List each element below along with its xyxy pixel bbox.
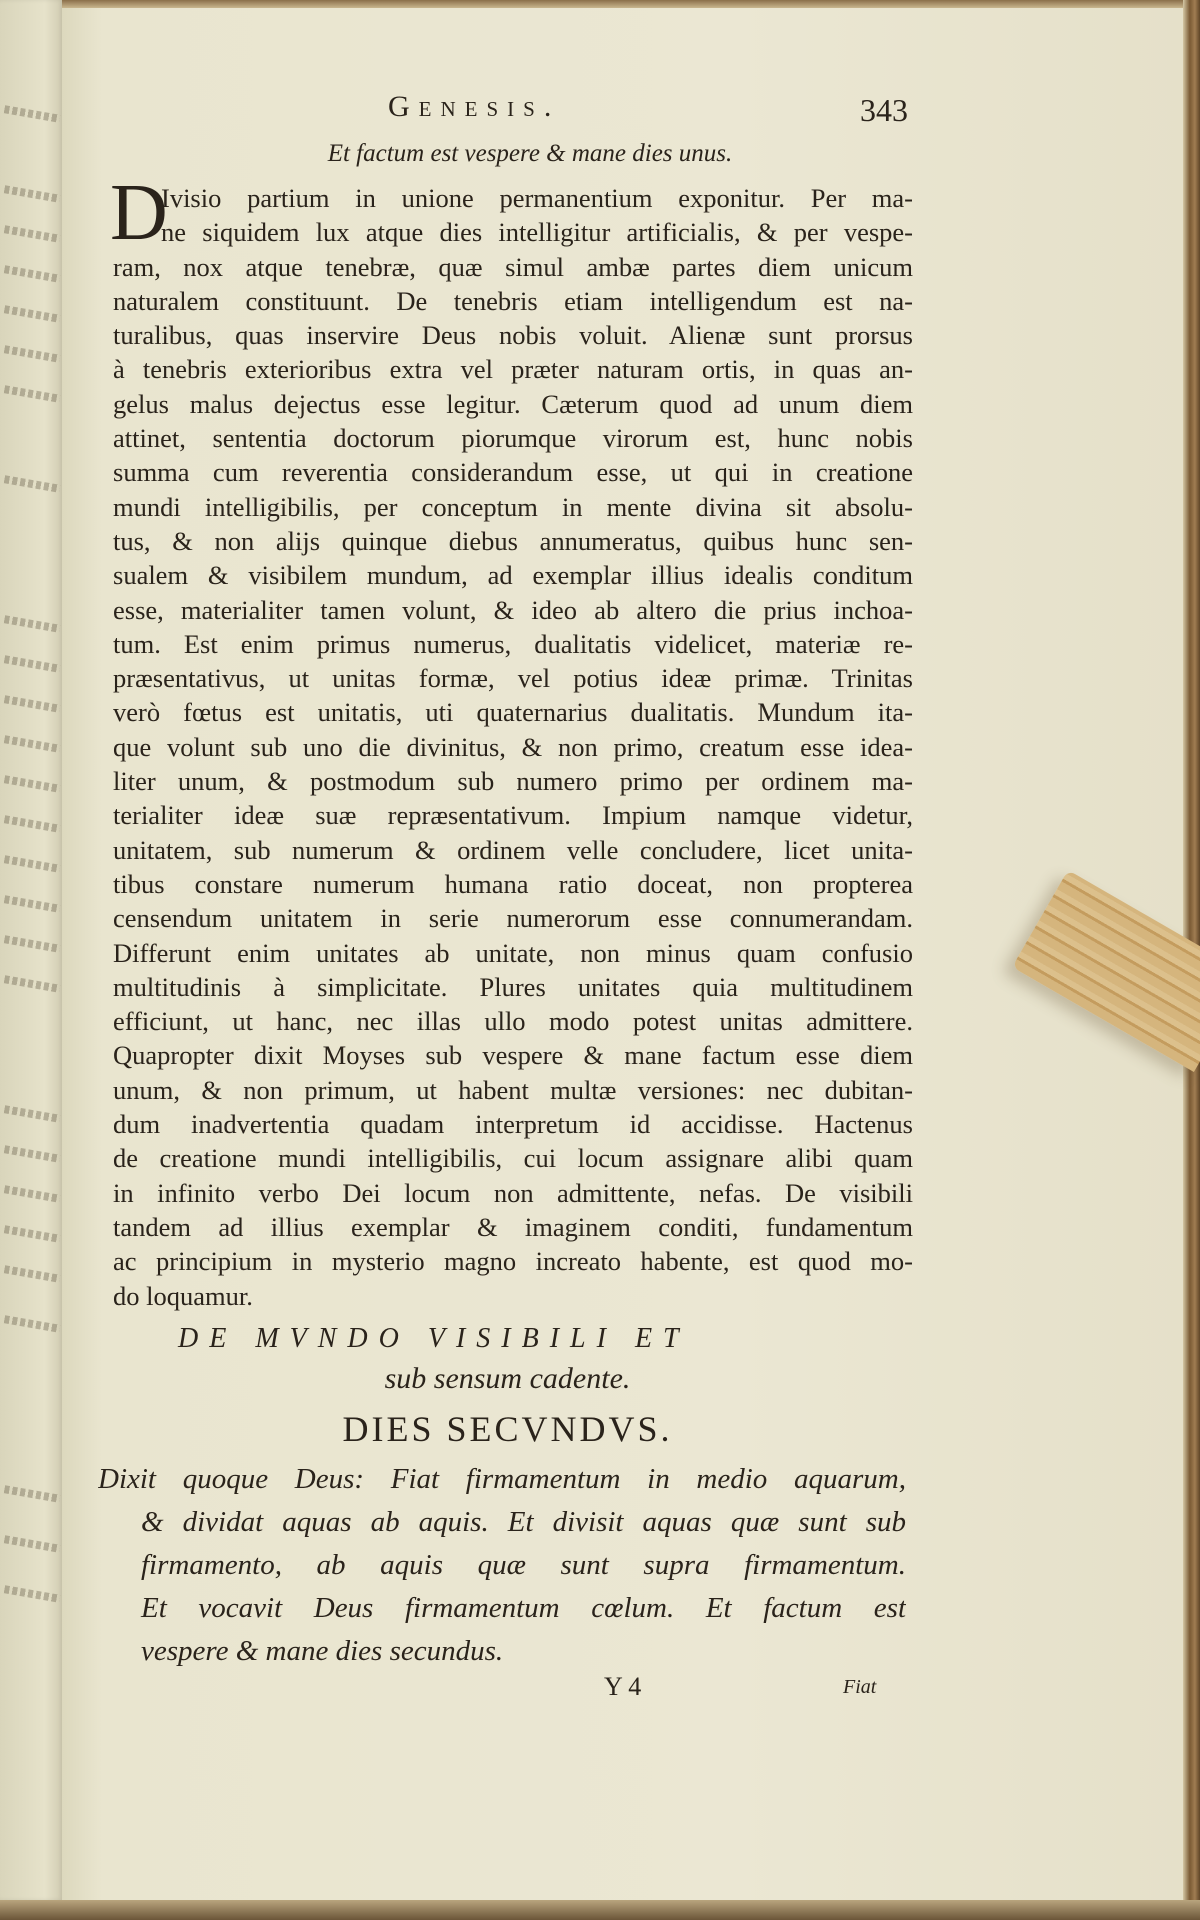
body-line: ac principium in mysterio magno increato habente, est quod mo- <box>113 1246 913 1277</box>
body-line: que volunt sub uno die divinitus, & non primo, creatum esse idea- <box>113 731 913 762</box>
body-line: do loquamur. <box>113 1280 253 1311</box>
body-line: terialiter ideæ suæ repræsentativum. Impium namque videtur, <box>113 800 913 831</box>
body-line: tandem ad illius exemplar & imaginem conditi, fundamentum <box>113 1211 913 1242</box>
body-line: Quapropter dixit Moyses sub vespere & mane factum esse diem <box>113 1040 913 1071</box>
body-line: liter unum, & postmodum sub numero primo per ordinem ma- <box>113 766 913 797</box>
scripture-verse <box>98 1458 906 1673</box>
page-top-edge <box>62 0 1200 8</box>
body-line: multitudinis à simplicitate. Plures unitates quia multitudinem <box>113 971 913 1002</box>
page-bottom-edge <box>0 1900 1200 1920</box>
body-line: unitatem, sub numerum & ordinem velle concludere, licet unita- <box>113 834 913 865</box>
body-line: ne siquidem lux atque dies intelligitur artificialis, & per vespe- <box>161 217 913 248</box>
body-line: Differunt enim unitates ab unitate, non minus quam confusio <box>113 937 913 968</box>
body-line: turalibus, quas inservire Deus nobis voluit. Alienæ sunt prorsus <box>113 320 913 351</box>
body-line: censendum unitatem in serie numerorum esse connumerandam. <box>113 903 913 934</box>
body-line: de creatione mundi intelligibilis, cui locum assignare alibi quam <box>113 1143 913 1174</box>
page-number: 343 <box>860 92 908 128</box>
body-line: in infinito verbo Dei locum non admittente, nefas. De visibili <box>113 1177 913 1208</box>
body-line: efficiunt, ut hanc, nec illas ullo modo potest unitas admittere. <box>113 1006 913 1037</box>
day-title: DIES SECVNDVS. <box>342 1409 673 1449</box>
body-line: gelus malus dejectus esse legitur. Cæterum quod ad unum diem <box>113 388 913 419</box>
verse-line: vespere & mane dies secundus. <box>141 1635 504 1667</box>
verse-line: firmamento, ab aquis quæ sunt supra firmamentum. <box>141 1549 906 1581</box>
body-line: tus, & non alijs quinque diebus annumeratus, quibus hunc sen- <box>113 525 913 556</box>
signature-mark: Y 4 <box>604 1672 642 1701</box>
section-subtitle: Et factum est vespere & mane dies unus. <box>327 140 733 167</box>
body-line: verò fœtus est unitatis, uti quaternarius dualitatis. Mundum ita- <box>113 697 913 728</box>
catchword: Fiat <box>843 1676 877 1698</box>
body-line: præsentativus, ut unitas formæ, vel potius ideæ primæ. Trinitas <box>113 663 913 694</box>
section-heading: DE MVNDO VISIBILI ET <box>178 1323 690 1354</box>
body-text <box>113 181 913 1313</box>
body-line: esse, materialiter tamen volunt, & ideo ab altero die prius inchoa- <box>113 594 913 625</box>
body-line: summa cum reverentia considerandum esse, ut qui in creatione <box>113 457 913 488</box>
body-line: tum. Est enim primus numerus, dualitatis videlicet, materiæ re- <box>113 628 913 659</box>
body-line: mundi intelligibilis, per conceptum in mente divina sit absolu- <box>113 491 913 522</box>
body-line: tibus constare numerum humana ratio doceat, non propterea <box>113 868 913 899</box>
body-line: unum, & non primum, ut habent multæ versiones: nec dubitan- <box>113 1074 913 1105</box>
body-line: ram, nox atque tenebræ, quæ simul ambæ partes diem unicum <box>113 251 913 282</box>
body-line: Ivisio partium in unione permanentium exponitur. Per ma- <box>161 183 913 213</box>
facing-page-edge <box>0 0 64 1900</box>
verse-line: Dixit quoque Deus: Fiat firmamentum in medio aquarum, <box>98 1463 906 1495</box>
verse-line: & dividat aquas ab aquis. Et divisit aquas quæ sunt sub <box>141 1506 906 1538</box>
verse-line: Et vocavit Deus firmamentum cœlum. Et factum est <box>141 1592 906 1624</box>
section-heading-sub: sub sensum cadente. <box>384 1362 631 1395</box>
body-line: à tenebris exterioribus extra vel præter naturam ortis, in quas an- <box>113 354 913 385</box>
body-line: dum inadvertentia quadam interpretum id accidisse. Hactenus <box>113 1109 913 1140</box>
body-line: naturalem constituunt. De tenebris etiam intelligendum est na- <box>113 285 913 316</box>
running-title: Genesis. <box>388 90 561 123</box>
body-line: sualem & visibilem mundum, ad exemplar illius idealis conditum <box>113 560 913 591</box>
body-line: attinet, sententia doctorum piorumque virorum est, hunc nobis <box>113 423 913 454</box>
drop-cap: D <box>110 169 168 257</box>
